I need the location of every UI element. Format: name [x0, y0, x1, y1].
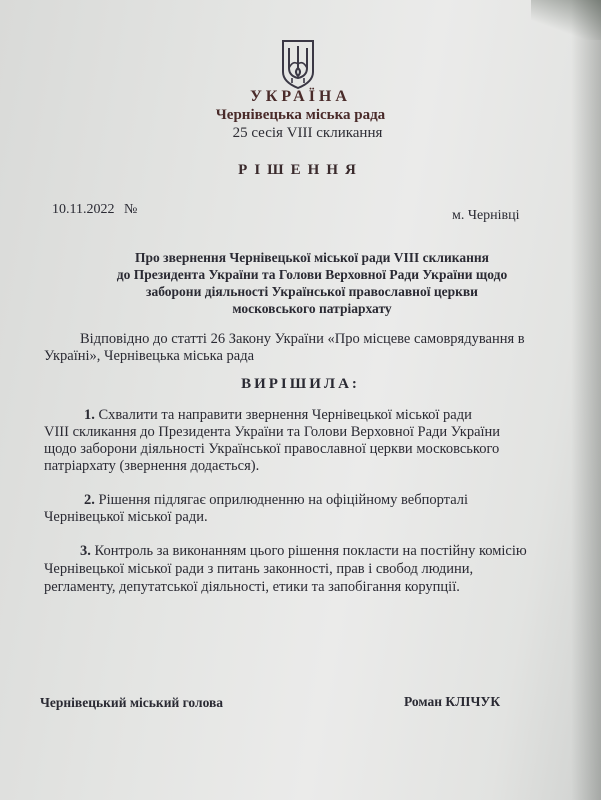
item-2-first-line	[84, 492, 468, 509]
decision-number-label: №	[124, 202, 138, 217]
decision-date: 10.11.2022	[52, 202, 115, 217]
page-shadow-corner	[531, 0, 601, 40]
preamble-line: Відповідно до статті 26 Закону України «Про місцеве самоврядування в	[80, 331, 525, 347]
council-name: Чернівецька міська рада	[215, 107, 386, 123]
item-1-line: щодо заборони діяльності Української православної церкви московського	[44, 441, 500, 457]
item-2-line: Чернівецької міської ради.	[44, 509, 208, 525]
item-number: 3.	[80, 543, 91, 559]
session-line: 25 сесія VIII скликання	[232, 125, 383, 141]
subject-line: до Президента України та Голови Верховної Ради України щодо	[116, 267, 508, 282]
resolved-heading: ВИРІШИЛА:	[241, 376, 360, 392]
country-heading: УКРАЇНА	[250, 88, 351, 105]
item-text: Рішення підлягає оприлюдненню на офіційному вебпорталі	[98, 492, 469, 508]
item-number: 2.	[84, 492, 95, 508]
item-text: Схвалити та направити звернення Чернівецької міської ради	[98, 407, 472, 423]
signatory-title: Чернівецький міський голова	[40, 695, 224, 710]
item-1-first-line	[84, 407, 472, 424]
preamble-line: Україні», Чернівецька міська рада	[44, 348, 255, 364]
item-1-line: VIII скликання до Президента України та Голови Верховної Ради України	[44, 424, 501, 440]
item-3-line: регламенту, депутатської діяльності, етики та запобігання корупції.	[44, 579, 460, 595]
subject-line: московського патріархату	[232, 301, 392, 316]
document-type-heading: РІШЕННЯ	[238, 162, 363, 178]
subject-line: заборони діяльності Української православної церкви	[146, 284, 478, 299]
item-1-line: патріархату (звернення додається).	[44, 458, 260, 474]
signatory-name: Роман КЛІЧУК	[404, 694, 501, 709]
item-3-line: Чернівецької міської ради з питань законності, прав і свобод людини,	[44, 561, 474, 577]
item-text: Контроль за виконанням цього рішення покласти на постійну комісію	[94, 543, 527, 559]
ukraine-trident-icon	[280, 38, 316, 90]
subject-line: Про звернення Чернівецької міської ради VIII скликання	[135, 250, 489, 265]
item-number: 1.	[84, 407, 95, 423]
item-3-first-line	[80, 543, 527, 560]
decision-city: м. Чернівці	[452, 208, 520, 223]
